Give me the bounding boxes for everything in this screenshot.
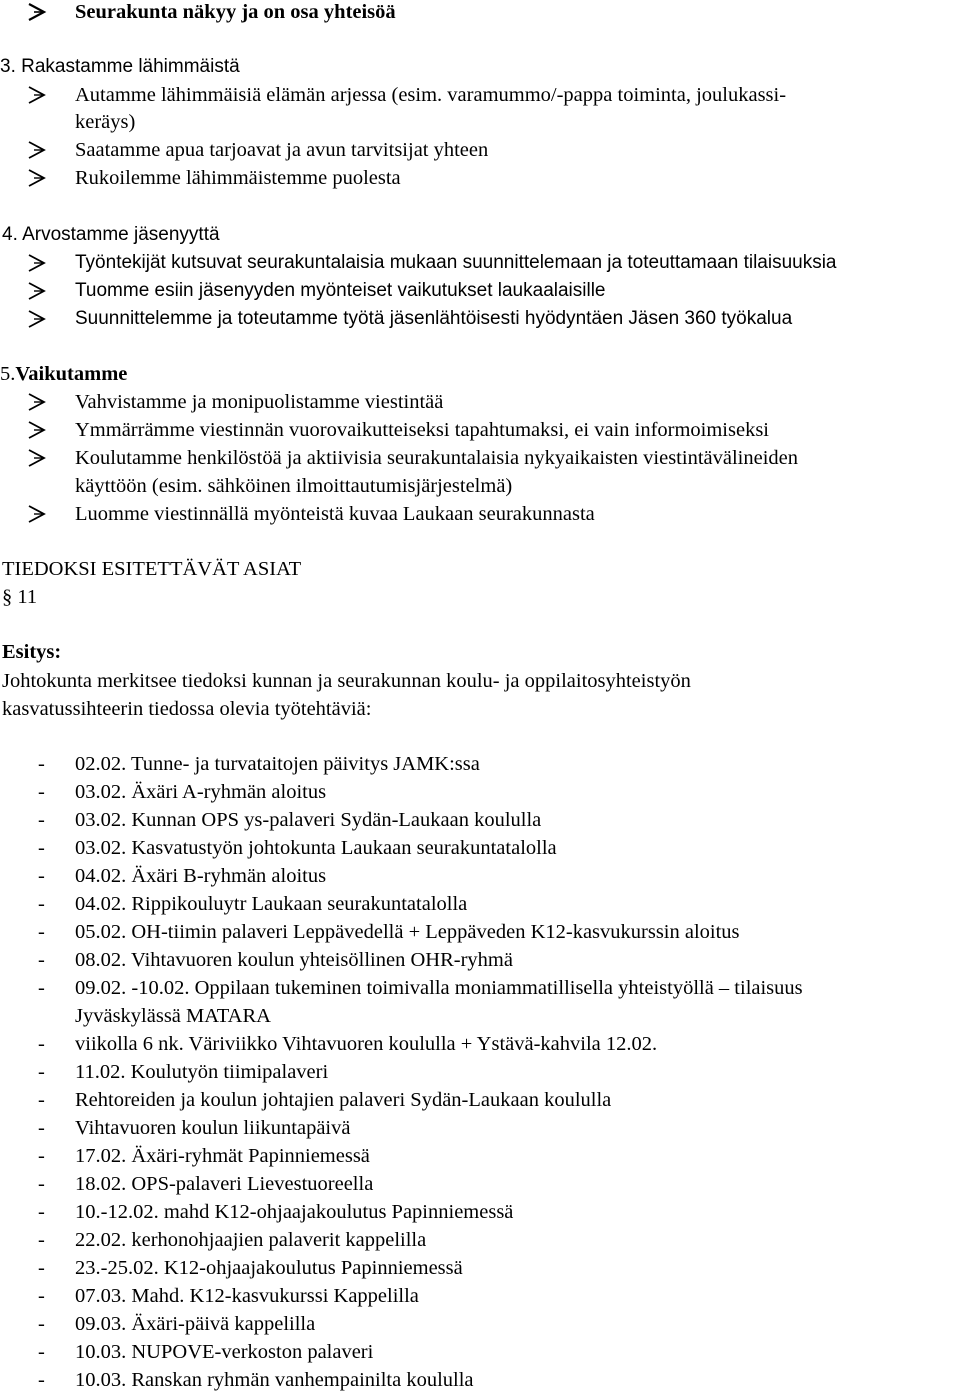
task-text: Jyväskylässä MATARA [75, 1005, 271, 1027]
arrow-bullet-icon [27, 251, 49, 275]
dash-marker: - [38, 1341, 45, 1363]
task-text: 09.03. Äxäri-päivä kappelilla [75, 1313, 316, 1335]
dash-marker: - [38, 837, 45, 859]
intro-text: Johtokunta merkitsee tiedoksi kunnan ja seurakunnan koulu- ja oppilaitosyhteistyön [2, 670, 691, 692]
dash-marker: - [38, 1201, 45, 1223]
dash-marker: - [38, 1117, 45, 1139]
section-heading [0, 362, 127, 386]
dash-marker: - [38, 865, 45, 887]
task-text: Vihtavuoren koulun liikuntapäivä [75, 1117, 351, 1139]
arrow-bullet-icon [27, 279, 49, 303]
bullet-text: Suunnittelemme ja toteutamme työtä jäsenlähtöisesti hyödyntäen Jäsen 360 työkalua [75, 308, 793, 329]
arrow-bullet-icon [27, 390, 49, 414]
bullet-text: Luomme viestinnällä myönteistä kuvaa Laukaan seurakunnasta [75, 503, 595, 525]
bullet-text: Työntekijät kutsuvat seurakuntalaisia mukaan suunnittelemaan ja toteuttamaan tilaisuuksia [75, 252, 837, 273]
bullet-text: keräys) [75, 111, 136, 133]
dash-marker: - [38, 809, 45, 831]
task-text: 07.03. Mahd. K12-kasvukurssi Kappelilla [75, 1285, 419, 1307]
tiedoksi-heading: TIEDOKSI ESITETTÄVÄT ASIAT [2, 558, 302, 580]
task-text: 04.02. Äxäri B-ryhmän aloitus [75, 865, 327, 887]
dash-marker: - [38, 1145, 45, 1167]
bullet-text: Ymmärrämme viestinnän vuorovaikutteiseksi tapahtumaksi, ei vain informoimiseksi [75, 419, 770, 441]
esitys-label: Esitys: [2, 641, 62, 663]
task-text: 04.02. Rippikouluytr Laukaan seurakuntatalolla [75, 893, 468, 915]
dash-marker: - [38, 1285, 45, 1307]
arrow-bullet-icon [27, 83, 49, 107]
task-text: 10.03. Ranskan ryhmän vanhempainilta koululla [75, 1369, 474, 1391]
section-heading: 4. Arvostamme jäsenyyttä [2, 224, 220, 245]
dash-marker: - [38, 977, 45, 999]
dash-marker: - [38, 1033, 45, 1055]
bullet-text: käyttöön (esim. sähköinen ilmoittautumisjärjestelmä) [75, 475, 513, 497]
task-text: 09.02. -10.02. Oppilaan tukeminen toimivalla moniammatillisella yhteistyöllä – tilaisuus [75, 977, 803, 999]
task-text: viikolla 6 nk. Väriviikko Vihtavuoren koululla + Ystävä-kahvila 12.02. [75, 1033, 658, 1055]
arrow-bullet-icon [27, 418, 49, 442]
dash-marker: - [38, 949, 45, 971]
task-text: 03.02. Kasvatustyön johtokunta Laukaan seurakuntatalolla [75, 837, 557, 859]
arrow-bullet-icon [27, 138, 49, 162]
dash-marker: - [38, 1257, 45, 1279]
task-text: Rehtoreiden ja koulun johtajien palaveri Sydän-Laukaan koululla [75, 1089, 612, 1111]
arrow-bullet-icon [27, 166, 49, 190]
section-number: 5. [0, 363, 16, 385]
dash-marker: - [38, 1313, 45, 1335]
dash-marker: - [38, 1173, 45, 1195]
intro-text: kasvatussihteerin tiedossa olevia työtehtäviä: [2, 698, 372, 720]
arrow-bullet-icon [27, 446, 49, 470]
task-text: 10.03. NUPOVE-verkoston palaveri [75, 1341, 374, 1363]
paragraph-number: § 11 [2, 586, 38, 608]
bullet-text: Tuomme esiin jäsenyyden myönteiset vaikutukset laukaalaisille [75, 280, 606, 301]
dash-marker: - [38, 1089, 45, 1111]
dash-marker: - [38, 893, 45, 915]
dash-marker: - [38, 781, 45, 803]
dash-marker: - [38, 1369, 45, 1391]
task-text: 02.02. Tunne- ja turvataitojen päivitys JAMK:ssa [75, 753, 480, 775]
dash-marker: - [38, 1229, 45, 1251]
task-text: 23.-25.02. K12-ohjaajakoulutus Papinniemessä [75, 1257, 463, 1279]
arrow-bullet-icon [27, 307, 49, 331]
task-text: 05.02. OH-tiimin palaveri Leppävedellä + Leppäveden K12-kasvukurssin aloitus [75, 921, 740, 943]
arrow-bullet-icon [27, 502, 49, 526]
dash-marker: - [38, 753, 45, 775]
arrow-bullet-icon [27, 0, 49, 24]
section-heading: 3. Rakastamme lähimmäistä [0, 56, 240, 77]
bullet-text: Saatamme apua tarjoavat ja avun tarvitsijat yhteen [75, 139, 489, 161]
bullet-text: Koulutamme henkilöstöä ja aktiivisia seurakuntalaisia nykyaikaisten viestintävälineiden [75, 447, 799, 469]
task-text: 03.02. Äxäri A-ryhmän aloitus [75, 781, 327, 803]
task-text: 08.02. Vihtavuoren koulun yhteisöllinen OHR-ryhmä [75, 949, 513, 971]
task-text: 18.02. OPS-palaveri Lievestuoreella [75, 1173, 374, 1195]
task-text: 11.02. Koulutyön tiimipalaveri [75, 1061, 329, 1083]
dash-marker: - [38, 921, 45, 943]
section-title: Vaikutamme [15, 363, 128, 385]
bullet-text: Autamme lähimmäisiä elämän arjessa (esim. varamummo/-pappa toiminta, joulukassi- [75, 84, 787, 106]
bullet-text: Vahvistamme ja monipuolistamme viestintää [75, 391, 444, 413]
task-text: 17.02. Äxäri-ryhmät Papinniemessä [75, 1145, 370, 1167]
task-text: 10.-12.02. mahd K12-ohjaajakoulutus Papinniemessä [75, 1201, 514, 1223]
task-text: 22.02. kerhonohjaajien palaverit kappelilla [75, 1229, 427, 1251]
bullet-text: Rukoilemme lähimmäistemme puolesta [75, 167, 401, 189]
dash-marker: - [38, 1061, 45, 1083]
bullet-text: Seurakunta näkyy ja on osa yhteisöä [75, 1, 396, 23]
task-text: 03.02. Kunnan OPS ys-palaveri Sydän-Laukaan koululla [75, 809, 542, 831]
